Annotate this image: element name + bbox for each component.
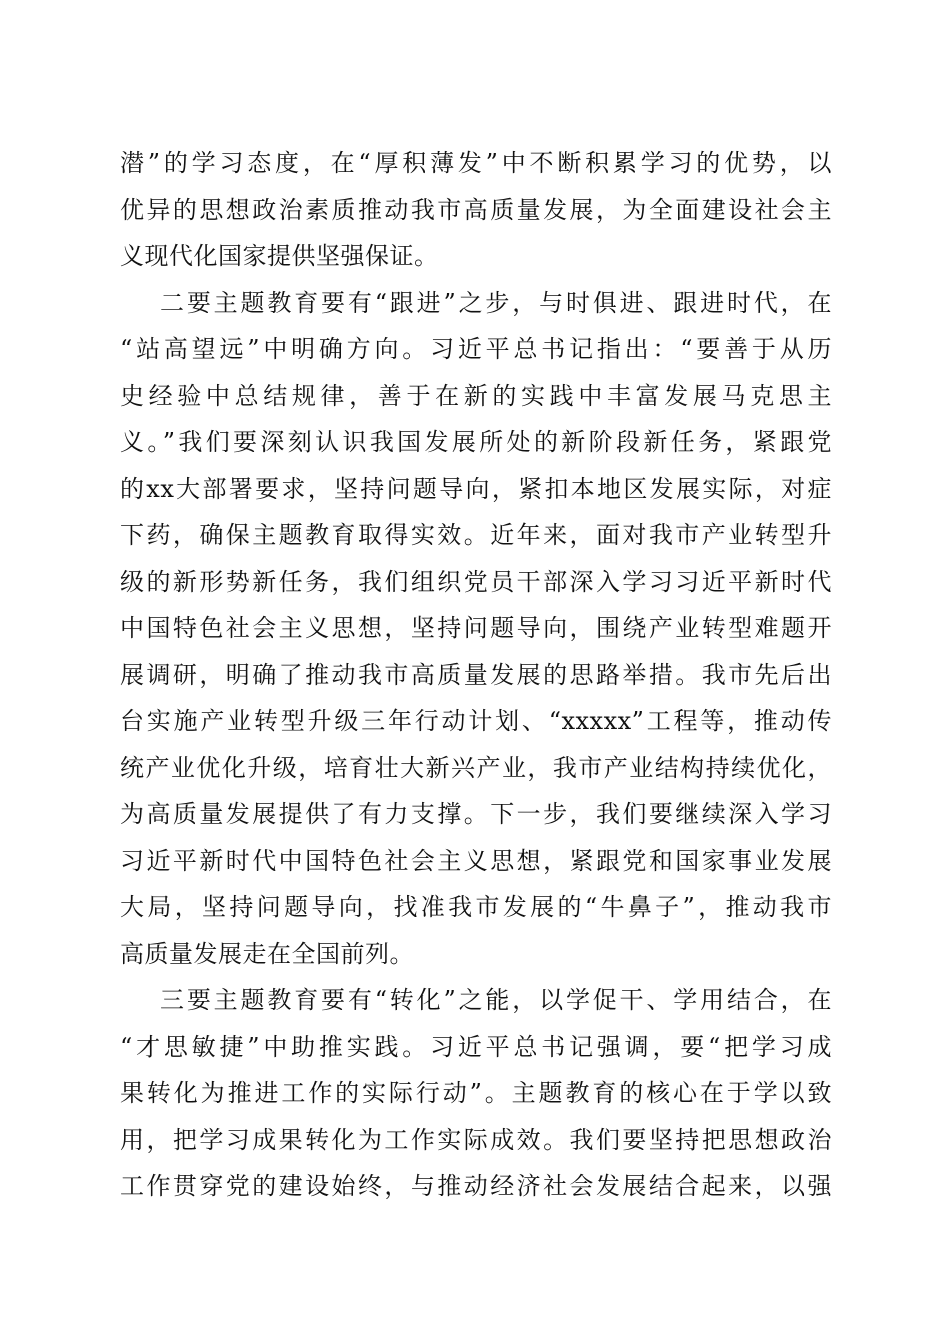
text-line: 潜”的学习态度，在“厚积薄发”中不断积累学习的优势，以 <box>120 149 832 177</box>
text-line: 的xx大部署要求，坚持问题导向，紧扣本地区发展实际，对症 <box>120 474 832 503</box>
text-line: 义现代化国家提供坚强保证。 <box>120 242 439 270</box>
text-line: 台实施产业转型升级三年行动计划、“xxxxx”工程等，推动传 <box>120 707 832 735</box>
text-line: 下药，确保主题教育取得实效。近年来，面对我市产业转型升 <box>120 521 832 549</box>
text-line: 果转化为推进工作的实际行动”。主题教育的核心在于学以致 <box>120 1079 832 1107</box>
text-line: 三要主题教育要有“转化”之能，以学促干、学用结合，在 <box>160 986 832 1014</box>
text-line: 大局，坚持问题导向，找准我市发展的“牛鼻子”，推动我市 <box>120 893 832 921</box>
text-line: 高质量发展走在全国前列。 <box>120 939 414 968</box>
text-line: 中国特色社会主义思想，坚持问题导向，围绕产业转型难题开 <box>120 614 832 642</box>
text-line: 二要主题教育要有“跟进”之步，与时俱进、跟进时代，在 <box>160 288 832 317</box>
text-line: “站高望远”中明确方向。习近平总书记指出：“要善于从历 <box>120 335 832 363</box>
text-line: 习近平新时代中国特色社会主义思想，紧跟党和国家事业发展 <box>120 846 832 875</box>
paragraph-continuation <box>120 140 832 280</box>
text-line: 为高质量发展提供了有力支撑。下一步，我们要继续深入学习 <box>120 800 832 828</box>
text-line: 级的新形势新任务，我们组织党员干部深入学习习近平新时代 <box>120 567 832 596</box>
text-line: 优异的思想政治素质推动我市高质量发展，为全面建设社会主 <box>120 195 832 224</box>
paragraph-third-point <box>120 977 832 1210</box>
text-line: 展调研，明确了推动我市高质量发展的思路举措。我市先后出 <box>120 660 832 689</box>
text-line: 史经验中总结规律，善于在新的实践中丰富发展马克思主 <box>120 381 832 410</box>
text-line: “才思敏捷”中助推实践。习近平总书记强调，要“把学习成 <box>120 1032 832 1061</box>
paragraph-second-point <box>120 280 832 978</box>
text-line: 统产业优化升级，培育壮大新兴产业，我市产业结构持续优化， <box>120 753 832 782</box>
text-line: 工作贯穿党的建设始终，与推动经济社会发展结合起来，以强 <box>120 1172 832 1200</box>
text-line: 用，把学习成果转化为工作实际成效。我们要坚持把思想政治 <box>120 1125 832 1154</box>
text-line: 义。”我们要深刻认识我国发展所处的新阶段新任务，紧跟党 <box>120 428 832 456</box>
